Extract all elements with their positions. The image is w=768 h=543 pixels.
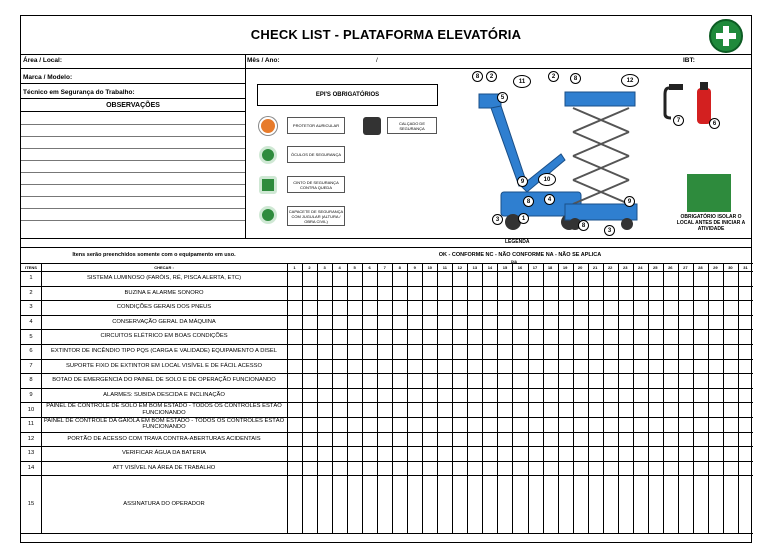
area-label: Área / Local:	[23, 57, 63, 64]
day-header: 7	[383, 264, 386, 270]
legend-label: LEGENDA	[505, 239, 530, 245]
observation-line[interactable]	[21, 184, 245, 185]
checklist-item-text: SISTEMA LUMINOSO (FARÓIS, RÉ, PISCA ALERTA, ETC)	[86, 275, 242, 282]
observation-line[interactable]	[21, 160, 245, 161]
day-header: 22	[607, 264, 613, 270]
extinguisher-support	[665, 88, 671, 118]
day-column-line[interactable]	[528, 263, 529, 533]
legend-badge: 10	[538, 173, 556, 186]
legend-badge: 4	[544, 194, 555, 205]
checklist-item-text: PAINEL DE CONTROLE DE SOLO EM BOM ESTADO - TODOS OS CONTROLES ESTÃO FUNCIONANDO	[46, 403, 282, 416]
checklist-item-text: CIRCUITOS ELÉTRICO EM BOAS CONDIÇÕES	[100, 333, 228, 340]
month-year-slash: /	[376, 57, 378, 64]
ibt-label: IBT:	[683, 57, 695, 64]
day-column-line[interactable]	[648, 263, 649, 533]
row-number: 10	[27, 406, 35, 413]
wheel	[621, 218, 633, 230]
day-header: 25	[653, 264, 658, 270]
legend-badge: 5	[497, 92, 508, 103]
day-header: 3	[323, 264, 326, 270]
day-column-line[interactable]	[738, 263, 739, 533]
row-number: 5	[29, 333, 33, 340]
day-header: 29	[713, 264, 718, 270]
day-header: 27	[683, 264, 688, 270]
row-number: 6	[29, 348, 33, 355]
day-header: 12	[457, 264, 463, 270]
isolation-sign-icon	[687, 174, 731, 212]
legend-badge: 8	[570, 73, 581, 84]
row-number: 12	[27, 435, 35, 442]
legend-badge: 8	[472, 71, 483, 82]
day-column-line[interactable]	[633, 263, 634, 533]
day-column-line[interactable]	[678, 263, 679, 533]
checklist-sheet	[20, 15, 752, 543]
isolation-note: OBRIGATÓRIO ISOLAR O LOCAL ANTES DE INICIAR A ATIVIDADE	[676, 214, 746, 232]
day-column-line[interactable]	[452, 263, 453, 533]
fall-harness-icon	[259, 176, 277, 194]
brand-model-label: Marca / Modelo:	[23, 74, 73, 81]
checklist-item-text: ASSINATURA DO OPERADOR	[123, 501, 205, 508]
day-header: 6	[368, 264, 371, 270]
checklist-item-text: VERIFICAR ÁGUA DA BATERIA	[122, 450, 206, 457]
col-itens-header: ITENS	[25, 264, 37, 270]
helmet-icon	[259, 206, 277, 224]
day-column-line[interactable]	[467, 263, 468, 533]
day-header: 26	[668, 264, 673, 270]
day-header: 28	[698, 264, 703, 270]
row-number: 15	[27, 501, 35, 508]
month-year-label: Mês / Ano:	[247, 57, 280, 64]
row-number: 2	[29, 289, 33, 296]
day-header: 14	[487, 264, 493, 270]
day-column-line[interactable]	[317, 263, 318, 533]
day-column-line[interactable]	[332, 263, 333, 533]
day-column-line[interactable]	[362, 263, 363, 533]
observation-line[interactable]	[21, 172, 245, 173]
legend-badge: 7	[673, 115, 684, 126]
day-column-line[interactable]	[392, 263, 393, 533]
legend-badge: 3	[492, 214, 503, 225]
row-number: 9	[29, 392, 33, 399]
safety-technician-label: Técnico em Segurança do Trabalho:	[23, 89, 135, 96]
day-column-line[interactable]	[543, 263, 544, 533]
legend-badge: 9	[517, 176, 528, 187]
observation-line[interactable]	[21, 148, 245, 149]
checklist-item-text: BUZINA E ALARME SONORO	[124, 289, 204, 296]
epi-ear-protector: PROTETOR AURICULAR	[287, 117, 345, 134]
checklist-item-text: CONDIÇÕES GERAIS DOS PNEUS	[116, 304, 212, 311]
day-header: 30	[728, 264, 733, 270]
day-label: DIA	[511, 260, 518, 264]
checklist-item-text: ALARMES: SUBIDA DESCIDA E INCLINAÇÃO	[103, 391, 225, 398]
day-header: 21	[592, 264, 598, 270]
day-header: 24	[638, 264, 643, 270]
legend-badge: 9	[624, 196, 635, 207]
support-bracket	[669, 84, 683, 90]
legend-badge: 6	[709, 118, 720, 129]
row-number: 7	[29, 362, 33, 369]
day-header: 23	[622, 264, 628, 270]
observation-line[interactable]	[21, 220, 245, 221]
day-header: 31	[743, 264, 748, 270]
observation-line[interactable]	[21, 124, 245, 125]
col-checar-header: CHECAR :	[154, 264, 174, 270]
day-column-line[interactable]	[723, 263, 724, 533]
legend-badge: 12	[621, 74, 639, 87]
day-header: 5	[353, 264, 356, 270]
legend-badge: 1	[518, 213, 529, 224]
day-column-line[interactable]	[603, 263, 604, 533]
boom-arm-upper	[491, 106, 527, 186]
table-column-line	[287, 263, 288, 533]
day-header: 10	[427, 264, 433, 270]
day-header: 11	[442, 264, 447, 270]
day-column-line[interactable]	[497, 263, 498, 533]
observation-line[interactable]	[21, 136, 245, 137]
day-header: 13	[472, 264, 478, 270]
checklist-item-text: ATT VISÍVEL NA ÁREA DE TRABALHO	[112, 464, 216, 471]
day-header: 9	[413, 264, 416, 270]
day-column-line[interactable]	[302, 263, 303, 533]
first-aid-logo-icon	[709, 19, 743, 53]
table-column-line	[41, 263, 42, 533]
day-column-line[interactable]	[558, 263, 559, 533]
row-number: 13	[27, 450, 35, 457]
legend-badge: 8	[523, 196, 534, 207]
page-title: CHECK LIST - PLATAFORMA ELEVATÓRIA	[21, 16, 751, 55]
checklist-item-text: EXTINTOR DE INCÊNDIO TIPO PQS (CARGA E VALIDADE) EQUIPAMENTO A DISEL	[51, 348, 277, 355]
scissor-arms	[573, 108, 629, 204]
epi-helmet: CAPACETE DE SEGURANÇA COM JUGULAR (ALTURA / OBRA CIVIL)	[287, 206, 345, 226]
day-column-line[interactable]	[437, 263, 438, 533]
day-header: 16	[517, 264, 523, 270]
day-column-line[interactable]	[512, 263, 513, 533]
day-header: 18	[547, 264, 553, 270]
day-header: 15	[502, 264, 508, 270]
row-number: 8	[29, 377, 33, 384]
extinguisher-body	[697, 88, 711, 124]
ear-protector-icon	[259, 117, 277, 135]
day-header: 17	[532, 264, 538, 270]
day-header: 4	[338, 264, 341, 270]
checklist-item-text: PORTÃO DE ACESSO COM TRAVA CONTRA-ABERTURAS ACIDENTAIS	[67, 435, 261, 442]
checklist-item-text: CONSERVAÇÃO GERAL DA MÁQUINA	[112, 318, 216, 325]
checklist-item-text: BOTAO DE EMERGENCIA DO PAINEL DE SOLO E DE OPERAÇÃO FUNCIONANDO	[52, 377, 276, 384]
day-header: 8	[398, 264, 401, 270]
epi-title: EPI'S OBRIGATÓRIOS	[257, 84, 438, 106]
scissor-platform	[565, 92, 635, 106]
day-column-line[interactable]	[693, 263, 694, 533]
day-column-line[interactable]	[407, 263, 408, 533]
epi-safety-boot: CALÇADO DE SEGURANÇA	[387, 117, 437, 134]
day-column-line[interactable]	[573, 263, 574, 533]
day-column-line[interactable]	[482, 263, 483, 533]
row-number: 14	[27, 465, 35, 472]
status-legend: OK - CONFORME NC - NÃO CONFORME NA - NÃO SE APLICA	[438, 252, 602, 258]
row-number: 3	[29, 304, 33, 311]
observation-line[interactable]	[21, 208, 245, 209]
legend-badge: 2	[486, 71, 497, 82]
day-column-line[interactable]	[618, 263, 619, 533]
row-number: 4	[29, 319, 33, 326]
safety-boot-icon	[363, 117, 381, 135]
legend-badge: 3	[604, 225, 615, 236]
day-header: 2	[308, 264, 311, 270]
lift-illustration	[461, 68, 641, 240]
legend-badge: 11	[513, 75, 531, 88]
observations-title: OBSERVAÇÕES	[106, 102, 160, 109]
row-number: 11	[27, 421, 35, 428]
safety-glasses-icon	[259, 146, 277, 164]
day-column-line[interactable]	[422, 263, 423, 533]
day-column-line[interactable]	[588, 263, 589, 533]
checklist-item-text: SUPORTE FIXO DE EXTINTOR EM LOCAL VISÍVEL E DE FÁCIL ACESSO	[66, 362, 262, 369]
day-column-line[interactable]	[708, 263, 709, 533]
day-header: 20	[577, 264, 583, 270]
row-line	[21, 533, 753, 534]
checklist-item-text: PAINEL DE CONTROLE DA GAIOLA EM BOM ESTADO - TODOS OS CONTROLES ESTÃO FUNCIONANDO	[43, 417, 285, 431]
legend-badge: 8	[578, 220, 589, 231]
row-number: 1	[29, 275, 33, 282]
epi-safety-glasses: ÓCULOS DE SEGURANÇA	[287, 146, 345, 163]
extinguisher-valve	[700, 82, 708, 90]
day-header: 1	[293, 264, 296, 270]
epi-fall-harness: CINTO DE SEGURANÇA CONTRA QUEDA	[287, 176, 345, 193]
observation-line[interactable]	[21, 196, 245, 197]
day-column-line[interactable]	[377, 263, 378, 533]
day-header: 19	[562, 264, 568, 270]
day-column-line[interactable]	[347, 263, 348, 533]
legend-badge: 2	[548, 71, 559, 82]
table-note: Itens serão preenchidos somente com o equipamento em uso.	[72, 252, 236, 258]
day-column-line[interactable]	[663, 263, 664, 533]
